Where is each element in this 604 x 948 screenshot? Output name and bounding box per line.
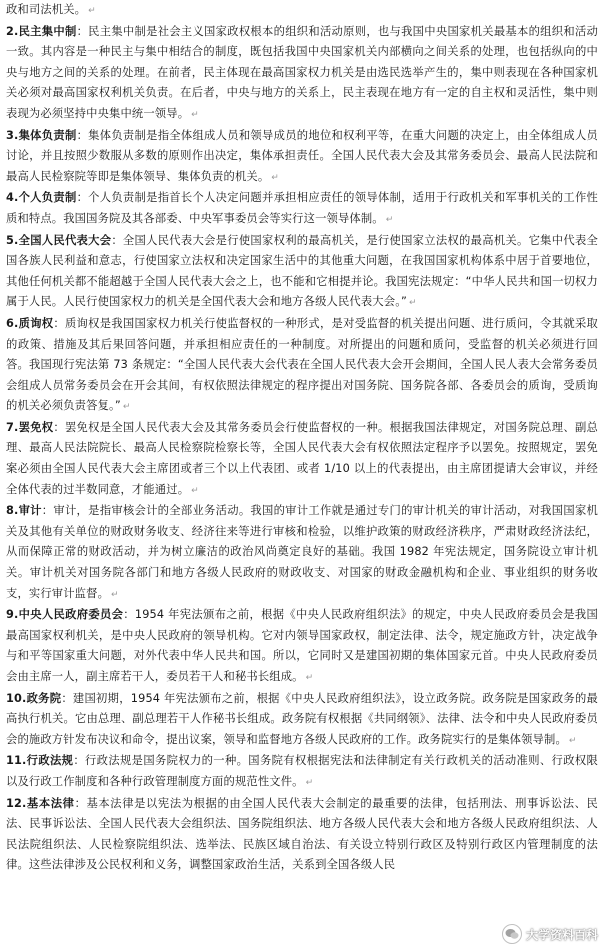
paragraph-mark-icon: ↵ (88, 6, 96, 16)
term-title: 民主集中制 (18, 24, 77, 38)
term-title: 中央人民政府委员会 (18, 608, 124, 622)
term-definition: ：罢免权是全国人民代表大会及其常务委员会行使监督权的一种。根据我国法律规定，对国务院总理、副总理、最高人民法院院长、最高人民检察院检察长等，全国人民代表大会有权依照法定程序予以罢免。按照规定，罢免案必须由全国人民代表大会主席团或者三个以上代表团、或者 1/10 以上的代表提出，由主席团提请大会审议，并经全体代表的过半数同意，才能通过。 (6, 420, 598, 496)
watermark-text: 大学资料百科 (525, 927, 598, 942)
paragraph-mark-icon: ↵ (191, 485, 199, 496)
wechat-logo-icon (502, 924, 522, 944)
paragraph-mark-icon: ↵ (122, 402, 131, 413)
term-paragraph-3 (6, 126, 598, 189)
paragraph-mark-icon: ↵ (191, 109, 199, 120)
term-definition: ：质询权是我国国家权力机关行使监督权的一种形式，是对受监督的机关提出问题、进行质问，令其就采取的政策、措施及其后果回答问题，并承担相应责任的一种制度。对所提出的问题和质问，受监督的机关必须进行回答。我国现行宪法第 73 条规定：“全国人民代表大会代表在全国人民代表大会开会期间，全国人民人表大会常务委员会组成人员常务委员会在开会其间，有权依照法律规定的程序提出对国务院、国务院各部、各委员会的质询，受质询的机关必须负责答复。” (6, 316, 598, 413)
term-number: 12. (6, 796, 27, 810)
document-body (6, 0, 598, 876)
term-paragraph-2 (6, 22, 598, 126)
paragraph-mark-icon: ↵ (385, 214, 394, 225)
term-paragraph-8 (6, 501, 598, 605)
term-number: 3. (6, 128, 19, 142)
term-number: 6. (6, 316, 19, 330)
term-title: 基本法律 (26, 796, 75, 810)
term-definition: ：集体负责制是指全体组成人员和领导成员的地位和权利平等，在重大问题的决定上，由全体组成人员讨论，并且按照少数服从多数的原则作出决定，集体承担责任。全国人民代表大会及其常务委员会、最高人民法院和最高人民检察院等即是集体领导、集体负责的机关。 (6, 128, 598, 183)
term-paragraph-5 (6, 231, 598, 314)
term-number: 8. (6, 504, 19, 518)
term-title: 罢免权 (18, 420, 54, 434)
term-number: 4. (6, 191, 19, 205)
term-paragraph-6 (6, 314, 598, 418)
term-definition: ：基本法律是以宪法为根据的由全国人民代表大会制定的最重要的法律，包括刑法、刑事诉讼法、民法、民事诉讼法、全国人民代表大会组织法、国务院组织法、地方各级人民代表大会和地方各级人民政府组织法、人民法院组织法、人民检察院组织法、选举法、民族区域自治法、有关设立特别行政区及特别行政区内管理制度的法律。这些法律涉及公民权利和义务，调整国家政治生活，关系到全国各级人民 (6, 796, 598, 872)
term-definition: ：1954 年宪法颁布之前，根据《中央人民政府组织法》的规定，中央人民政府委员会是我国最高国家权利机关，是中央人民政府的领导机构。它对内领导国家政权，制定法律、法令，规定施政方针，决定战争与和平等国家重大问题，对外代表中华人民共和国。所以，它同时又是建国初期的集体国家元首。中央人民政府委员会由主席一人，副主席若干人，委员若干人和秘书长组成。 (6, 608, 598, 683)
paragraph-text: 政和司法机关。 (6, 3, 87, 16)
term-definition: ：民主集中制是社会主义国家政权根本的组织和活动原则，也与我国中央国家机关最基本的组织和活动一致。其内容是一种民主与集中相结合的制度，既包括我国中央国家机关内部横向之间关系的处理，也包括纵向的中央与地方之间的关系的处理。在前者，民主体现在最高国家权力机关是由选民选举产生的，集中则表现在各种国家机关必须对最高国家权利机关负责。在后者，中央与地方的关系上，民主表现在地方有一定的自主权和灵活性，集中则表现为必须坚持中央集中统一领导。 (6, 24, 598, 120)
term-number: 2. (6, 24, 19, 38)
paragraph-mark-icon: ↵ (111, 589, 119, 600)
paragraph-mark-icon: ↵ (568, 735, 577, 746)
term-title: 质询权 (18, 316, 54, 330)
paragraph-mark-icon: ↵ (271, 172, 279, 183)
paragraph-mark-icon: ↵ (409, 298, 417, 309)
term-number: 9. (6, 608, 19, 622)
term-paragraph-10 (6, 689, 598, 752)
term-title: 政务院 (26, 691, 62, 705)
term-number: 11. (6, 754, 27, 768)
term-number: 10. (6, 691, 27, 705)
term-paragraph-7 (6, 418, 598, 501)
term-number: 7. (6, 420, 19, 434)
term-number: 5. (6, 233, 19, 247)
term-title: 全国人民代表大会 (18, 233, 112, 247)
term-paragraph-12 (6, 794, 598, 876)
term-paragraph-4 (6, 188, 598, 230)
term-definition: ：全国人民代表大会是行使国家权利的最高机关，是行使国家立法权的最高机关。它集中代表全国各族人民利益和意志，行使国家立法权和决定国家生活中的其他重大问题，在我国国家机构体系中居于首要地位，其他任何机关都不能超越于全国人民代表大会之上，也不能和它相提并论。我国宪法规定：“中华人民共和国一切权力属于人民。人民行使国家权力的机关是全国代表大会和地方各级人民代表大会。” (6, 233, 598, 309)
watermark (502, 924, 598, 944)
term-title: 行政法规 (26, 754, 74, 768)
term-definition: ：行政法规是国务院权力的一种。国务院有权根据宪法和法律制定有关行政机关的活动准则、行政权限以及行政工作制度和各种行政管理制度方面的规范性文件。 (6, 754, 598, 788)
term-definition: ：建国初期，1954 年宪法颁布之前，根据《中央人民政府组织法》，设立政务院。政务院是国家政务的最高执行机关。它由总理、副总理若干人作秘书长组成。政务院有权根据《共同纲领》、法律、法令和中央人民政府委员会的施政方针发布决议和命令，提出议案，领导和监督地方各级人民政府的工作。政务院实行的是集体领导制。 (6, 691, 599, 746)
term-definition: ：个人负责制是指首长个人决定问题并承担相应责任的领导体制，适用于行政机关和军事机关的工作性质和特点。我国国务院及其各部委、中央军事委员会等实行这一领导体制。 (6, 191, 598, 225)
term-title: 个人负责制 (18, 191, 77, 205)
paragraph-mark-icon: ↵ (305, 673, 314, 683)
paragraph-mark-icon: ↵ (305, 777, 314, 788)
term-definition: ：审计，是指审核会计的全部业务活动。我国的审计工作就是通过专门的审计机关的审计活动，对我国国家机关及其他有关单位的财政财务收支、经济往来等进行审核和检验，以维护政策的财政经济秩序，严肃财政经济法纪，从而保障正常的财政活动，并为树立廉洁的政治风尚奠定良好的基础。我国 1982 年宪法规定，国务院设立审计机关。审计机关对国务院各部门和地方各级人民政府的财政收支、对国家的财政金融机构和企业、事业组织的财务收支，实行审计监督。 (6, 504, 598, 600)
term-paragraph-9 (6, 605, 598, 688)
intro-tail-paragraph (6, 0, 598, 22)
term-paragraph-11 (6, 751, 598, 793)
term-title: 审计 (18, 504, 42, 518)
term-title: 集体负责制 (18, 128, 77, 142)
